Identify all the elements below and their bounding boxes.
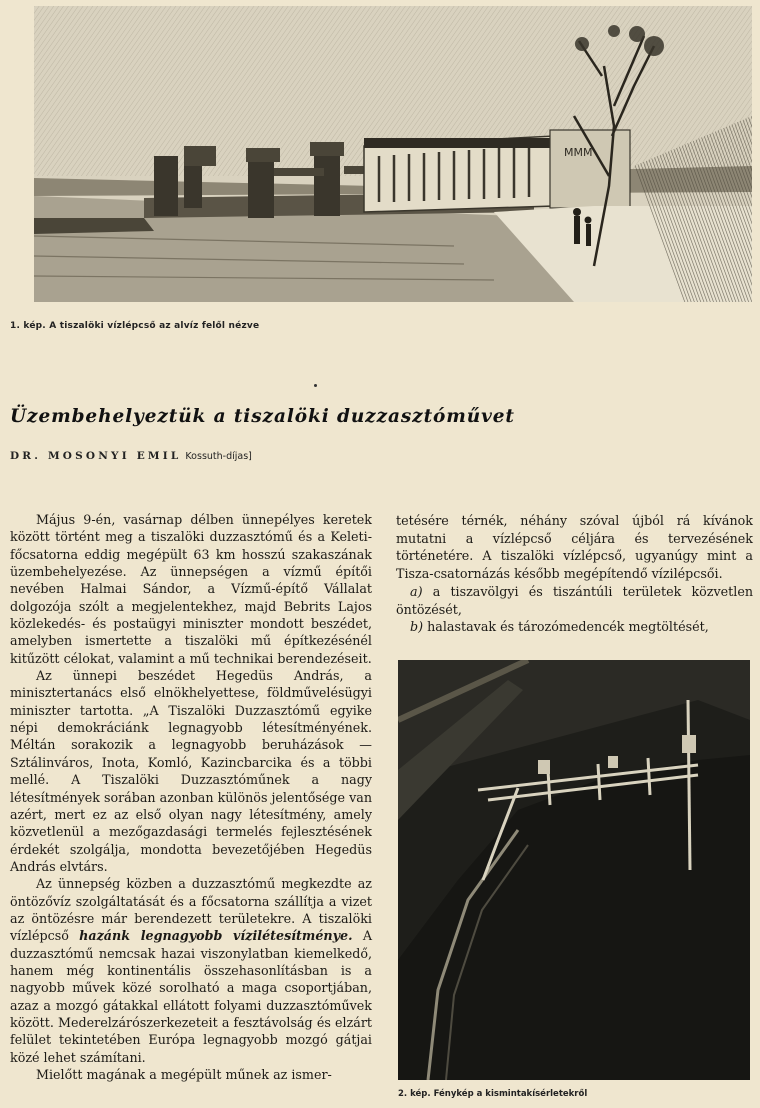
paragraph-text: Az ünnepség közben a duzzasztómű megkezdte az öntözővíz szolgáltatását és a főcsatorna szállítja a vizet az öntözésre már berendezett területekre. A tiszalöki vízlépcső <box>10 876 372 944</box>
paragraph: Mielőtt magának a megépült műnek az ismer- <box>36 1067 332 1082</box>
paragraph: Május 9-én, vasárnap délben ünnepélyes keretek között történt meg a tiszalöki duzzasztómű és a Keleti-főcsatorna eddig megépült 63 km hosszú szakaszának üzembehelyezése. Az ünnepségen a vízmű építői nevében Halmai Sándor, a Vízmű-építő Vállalat dolgozója szólt a megjelentekhez, majd Bebrits Lajos közlekedés- és postaügyi miniszter mondott beszédet, amelyben ismertette a tiszalöki mű építkezésénél kitűzött célokat, valamint a mű technikai berendezéseit. <box>10 512 372 666</box>
paragraph <box>10 875 372 1066</box>
figure-2-photo <box>398 660 750 1080</box>
list-item <box>396 583 753 618</box>
list-item-text: halastavak és tározómedencék megtöltését, <box>427 619 709 635</box>
figure-1-caption: 1. kép. A tiszalöki vízlépcső az alvíz felől nézve <box>10 321 260 331</box>
article-left-column <box>10 511 372 1083</box>
article-right-column <box>396 512 753 636</box>
emphasis-text: hazánk legnagyobb vízilétesítménye. <box>79 928 353 944</box>
separator-dot <box>314 384 317 387</box>
list-marker: b) <box>410 619 424 635</box>
paragraph: Az ünnepi beszédet Hegedüs András, a minisztertanács első elnökhelyettese, földművelésügyi miniszter tartotta. „A Tiszalöki Duzzasztómű egyike népi demokráciánk legnagyobb létesítményének. Méltán sorakozik a legnagyobb beruházások — Sztálinváros, Inota, Komló, Kazincbarcika és a többi mellé. A Tiszalöki Duzzasztóműnek a nagy létesítmények sorában azonban különös jelentősége van azért, mert ez az első olyan nagy létesítmény, amely közvetlenül a mezőgazdasági termelés fejlesztésének érdekét szolgálja, mondotta bevezetőjében Hegedüs András elvtárs. <box>10 668 372 874</box>
author-name: DR. MOSONYI EMIL <box>10 450 182 462</box>
list-item-text: a tiszavölgyi és tiszántúli területek közvetlen öntözését, <box>396 583 753 617</box>
sign-letters: MMM <box>564 146 593 159</box>
article-title: Üzembehelyeztük a tiszalöki duzzasztóművet <box>10 406 515 427</box>
paragraph-text: A duzzasztómű nemcsak hazai viszonylatban kiemelkedő, hanem még kontinentális összehasonlításban is a nagyobb művek közé sorolható a maga csoportjában, azaz a mozgó gátakkal ellátott folyami duzzasztóművek között. Mederelzárószerkezeteit a fesztávolság és elzárt felület tekintetében Európa legnagyobb mozgó gátjai közé lehet számítani. <box>10 928 372 1065</box>
figure-1-illustration <box>34 6 752 302</box>
figure-2-caption: 2. kép. Fénykép a kismintakísérletekről <box>398 1089 588 1099</box>
author-affiliation: Kossuth-díjas] <box>185 451 252 462</box>
list-item <box>396 618 753 636</box>
author-line <box>10 450 252 462</box>
list-marker: a) <box>410 583 423 599</box>
paragraph: tetésére térnék, néhány szóval újból rá kívánok mutatni a vízlépcső céljára és tervezésének történetére. A tiszalöki vízlépcső, ugyanúgy mint a Tisza-csatornázás később megépítendő vízilépcsői. <box>396 513 753 582</box>
